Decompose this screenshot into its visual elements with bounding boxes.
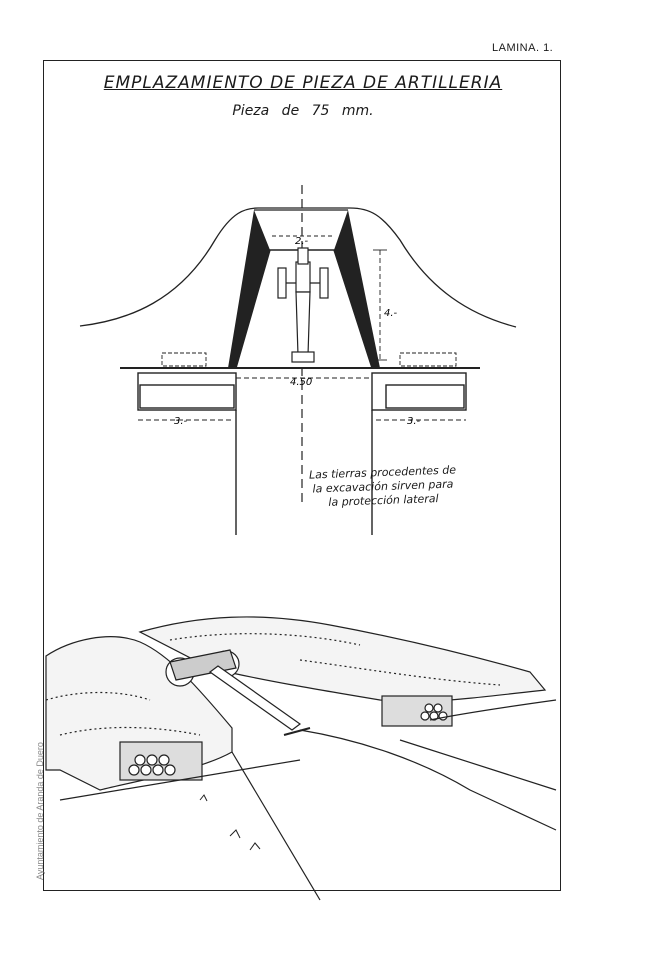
drawing-title: EMPLAZAMIENTO DE PIEZA DE ARTILLERIA [103, 73, 503, 93]
embrasure-left-wall [228, 210, 270, 368]
dim-bottom-width: 4.50 [290, 377, 313, 388]
gun-silhouette-plan [278, 248, 328, 362]
dim-top-width: 2.- [295, 236, 309, 247]
perspective-sketch [46, 617, 556, 900]
side-trench-left [138, 373, 236, 535]
dim-left-side: 3.- [174, 416, 188, 427]
spoil-box-left [162, 353, 206, 366]
drawing-subtitle: Pieza de 75 mm. [232, 103, 374, 119]
note-line-2: la excavación sirven para [312, 477, 454, 496]
plate-number: LAMINA. 1. [492, 42, 554, 54]
side-trench-right [372, 373, 466, 535]
note-line-3: la protección lateral [328, 492, 439, 509]
dim-depth: 4.- [384, 308, 398, 319]
note-line-1: Las tierras procedentes de [308, 463, 457, 482]
spoil-box-right [400, 353, 456, 366]
archive-watermark: Ayuntamiento de Aranda de Duero [35, 742, 45, 880]
soil-note [277, 462, 488, 511]
embrasure-right-wall [334, 210, 380, 368]
dim-right-side: 3.- [407, 416, 421, 427]
